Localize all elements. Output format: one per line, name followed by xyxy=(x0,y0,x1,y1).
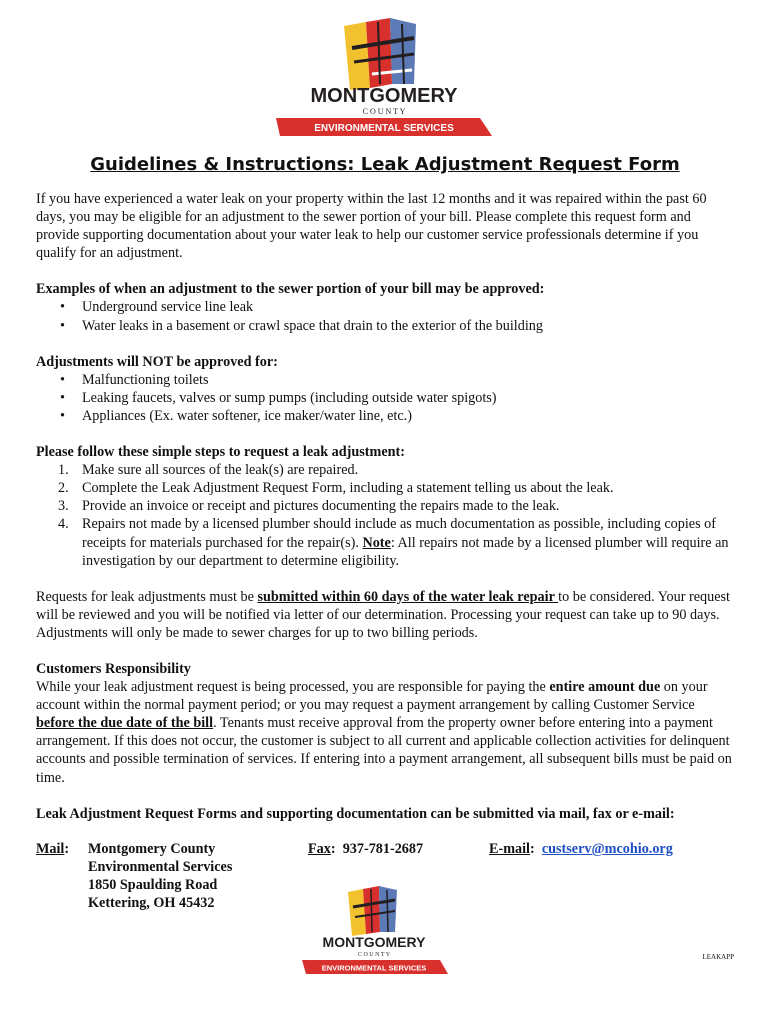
requests-paragraph: Requests for leak adjustments must be submitted within 60 days of the water leak repair to be considered. Your request will be reviewed and you will be notified via letter of our determination. Processing your request can take up to 90 days. Adjustments will only be made to sewer charges for up to two billing periods. xyxy=(36,588,730,641)
mail-contact: Mail: Montgomery County Environmental Services 1850 Spaulding Road Kettering, OH 45432 xyxy=(36,841,233,912)
not-approved-list xyxy=(36,371,736,425)
form-code: LEAKAPP xyxy=(702,953,734,961)
logo-department: ENVIRONMENTAL SERVICES xyxy=(314,123,454,134)
logo-county-footer: C O U N T Y xyxy=(357,952,391,958)
logo-graphic xyxy=(272,16,496,140)
document-body xyxy=(36,190,736,823)
page-title: Guidelines & Instructions: Leak Adjustment Request Form xyxy=(90,154,680,175)
list-item: • Water leaks in a basement or crawl space that drain to the exterior of the building xyxy=(36,317,736,335)
step-item: 4. Repairs not made by a licensed plumber should include as much documentation as possible, including copies of receipts for materials purchased for the repair(s). Note: All repairs not made by a licensed plumber will require an investigation by our department to determine eligibility. xyxy=(58,516,729,569)
step-item: 3. Provide an invoice or receipt and pictures documenting the repairs made to the leak. xyxy=(58,498,560,515)
mail-address: Montgomery County Environmental Services 1850 Spaulding Road Kettering, OH 45432 xyxy=(88,841,233,912)
email-label: E-mail xyxy=(489,841,530,857)
step-item: 1. Make sure all sources of the leak(s) are repaired. xyxy=(58,462,359,479)
mail-label: Mail xyxy=(36,841,65,857)
list-item: • Malfunctioning toilets xyxy=(36,371,736,389)
responsibility-paragraph: While your leak adjustment request is being processed, you are responsible for paying the entire amount due on your account within the normal payment period; or you may request a payment arrangement by calling Customer Service before the due date of the bill. Tenants must receive approval from the property owner before entering into a payment arrangement. If this does not occur, the customer is subject to all current and applicable collection activities for delinquent accounts and possible termination of services. If entering into a payment arrangement, all subsequent bills must be paid on time. xyxy=(36,679,732,786)
county-logo xyxy=(272,16,496,140)
step-item: 2. Complete the Leak Adjustment Request Form, including a statement telling us about the leak. xyxy=(58,480,614,497)
approved-list xyxy=(36,298,736,334)
note-label: Note xyxy=(362,534,391,551)
list-item: • Underground service line leak xyxy=(36,298,736,316)
logo-department-footer: ENVIRONMENTAL SERVICES xyxy=(321,963,427,973)
logo-name-footer: MONTGOMERY xyxy=(322,934,426,950)
logo-graphic-footer xyxy=(300,884,450,976)
steps-heading: Please follow these simple steps to request a leak adjustment: xyxy=(36,444,405,461)
email-link[interactable]: custserv@mcohio.org xyxy=(541,841,673,857)
fax-contact: Fax: 937-781-2687 xyxy=(308,841,424,857)
county-logo-footer xyxy=(300,884,450,976)
list-item: • Leaking faucets, valves or sump pumps (including outside water spigots) xyxy=(36,389,736,407)
submit-heading: Leak Adjustment Request Forms and supporting documentation can be submitted via mail, fax or e-mail: xyxy=(36,805,675,822)
logo-county: C O U N T Y xyxy=(362,107,406,116)
list-item: • Appliances (Ex. water softener, ice maker/water line, etc.) xyxy=(36,407,736,425)
logo-name: MONTGOMERY xyxy=(310,85,458,107)
fax-label: Fax xyxy=(308,841,331,857)
not-approved-heading: Adjustments will NOT be approved for: xyxy=(36,353,278,370)
approved-heading: Examples of when an adjustment to the sewer portion of your bill may be approved: xyxy=(36,281,545,298)
steps-list xyxy=(36,461,736,570)
email-contact: E-mail: custserv@mcohio.org xyxy=(489,841,673,857)
fax-number: 937-781-2687 xyxy=(342,841,424,857)
responsibility-heading: Customers Responsibility xyxy=(36,660,191,677)
intro-paragraph: If you have experienced a water leak on your property within the last 12 months and it was repaired within the past 60 days, you may be eligible for an adjustment to the sewer portion of your bill. Please complete this request form and provide supporting documentation about your water leak to help our customer service professionals determine if you qualify for an adjustment. xyxy=(36,191,707,262)
